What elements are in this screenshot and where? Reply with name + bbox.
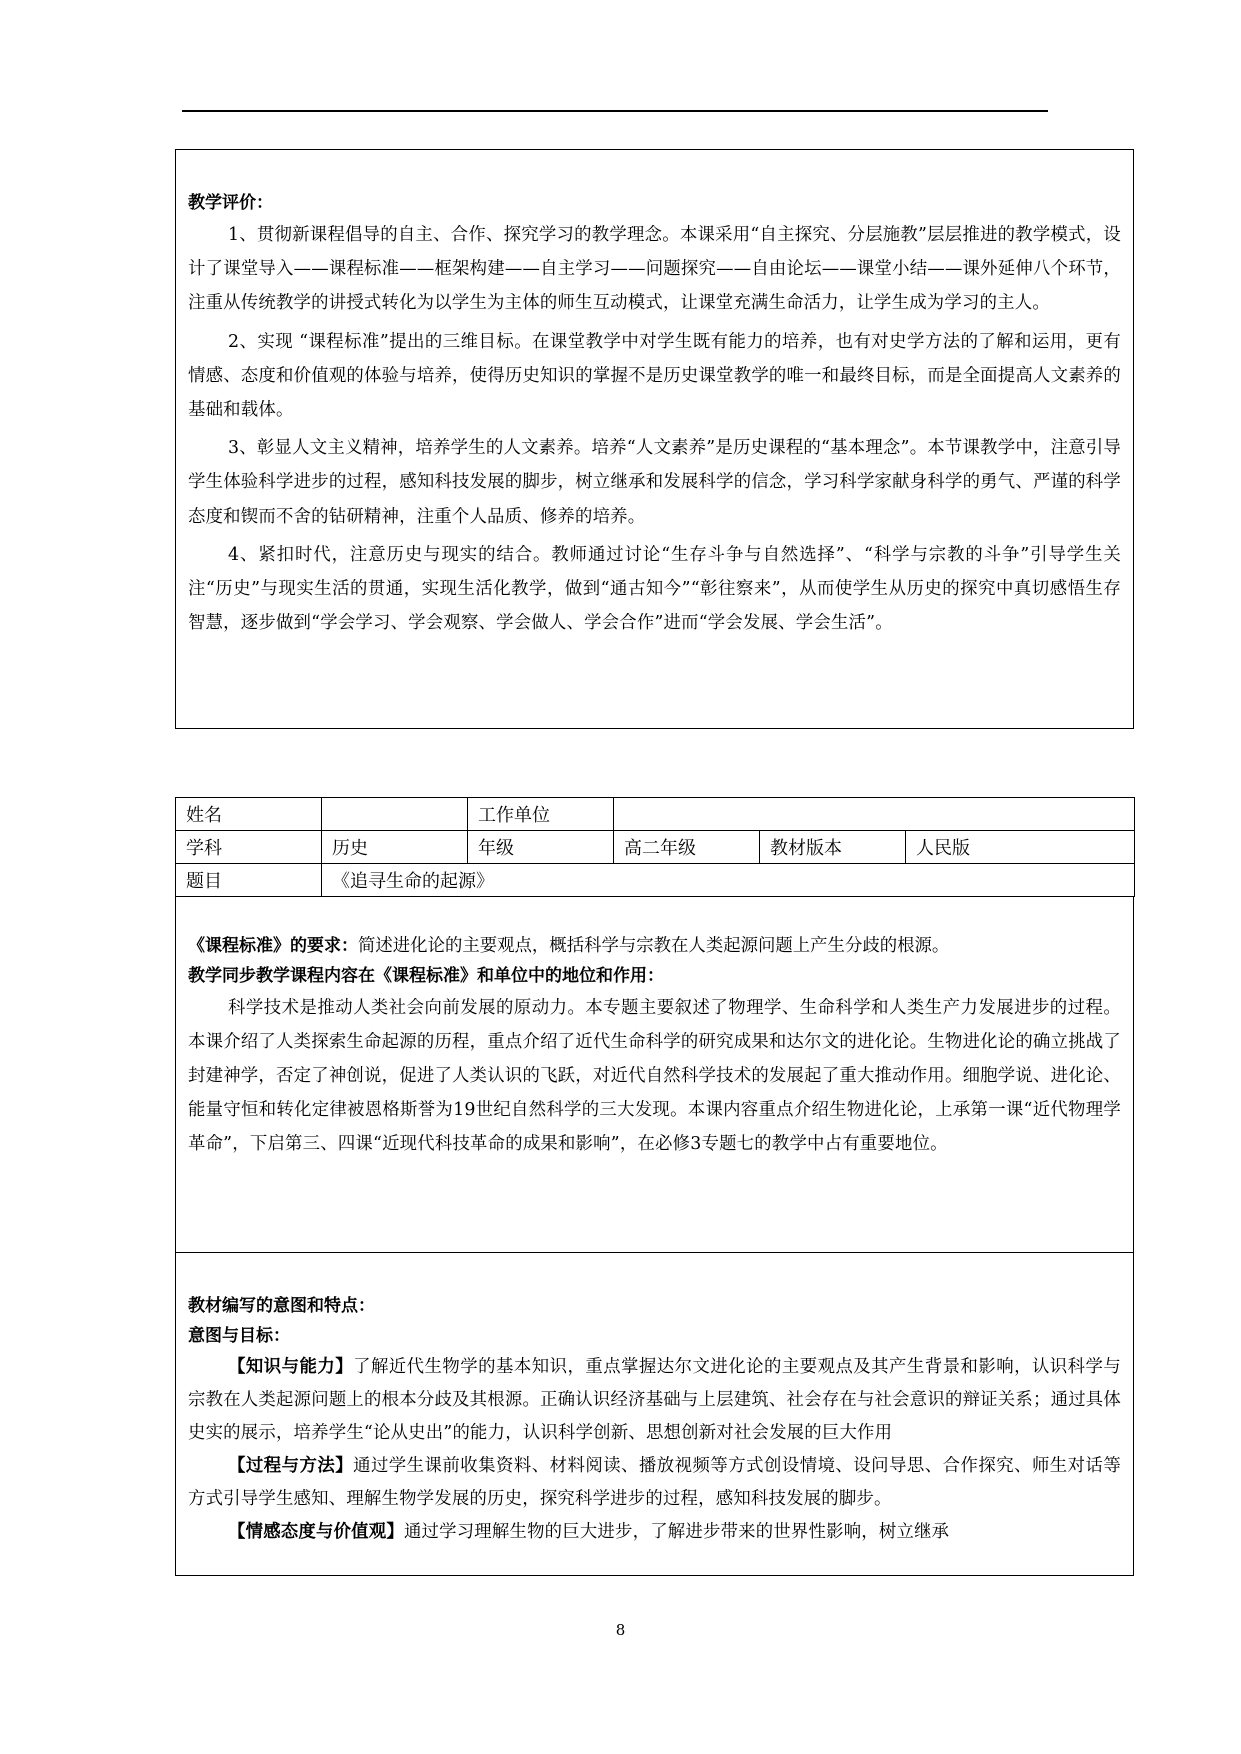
table-row — [176, 798, 1135, 831]
evaluation-paragraph-3: 3、彰显人文主义精神，培养学生的人文素养。培养“人文素养”是历史课程的“基本理念”。本节课教学中，注意引导学生体验科学进步的过程，感知科技发展的脚步，树立继承和发展科学的信念，学习科学家献身科学的勇气、严谨的科学态度和锲而不舍的钻研精神，注重个人品质、修养的培养。 — [188, 438, 1121, 527]
requirement-label: 《课程标准》的要求： — [188, 936, 358, 956]
standards-requirement — [188, 931, 1121, 961]
evaluation-section — [175, 149, 1134, 729]
subject-label: 学科 — [176, 831, 322, 864]
edition-value: 人民版 — [906, 831, 1135, 864]
knowledge-text: 了解近代生物学的基本知识，重点掌握达尔文进化论的主要观点及其产生背景和影响，认识科学与宗教在人类起源问题上的根本分歧及其根源。正确认识经济基础与上层建筑、社会存在与社会意识的辩证关系；通过具体史实的展示，培养学生“论从史出”的能力，认识科学创新、思想创新对社会发展的巨大作用 — [188, 1357, 1121, 1443]
table-row — [176, 864, 1135, 897]
emotion-goal — [188, 1516, 1121, 1549]
emotion-text: 通过学习理解生物的巨大进步，了解进步带来的世界性影响，树立继承 — [403, 1522, 950, 1542]
evaluation-paragraph-4: 4、紧扣时代，注意历史与现实的结合。教师通过讨论“生存斗争与自然选择”、“科学与宗教的斗争”引导学生关注“历史”与现实生活的贯通，实现生活化教学，做到“通古知今”“彰往察来”，从而使学生从历史的探究中真切感悟生存智慧，逐步做到“学会学习、学会观察、学会做人、学会合作”进而“学会发展、学会生活”。 — [188, 544, 1121, 634]
emotion-label: 【情感态度与价值观】 — [228, 1522, 404, 1542]
subject-value: 历史 — [322, 831, 468, 864]
position-heading: 教学同步教学课程内容在《课程标准》和单位中的地位和作用： — [188, 966, 664, 986]
process-text: 通过学生课前收集资料、材料阅读、播放视频等方式创设情境、设问导思、合作探究、师生对话等方式引导学生感知、理解生物学发展的历史，探究科学进步的过程，感知科技发展的脚步。 — [188, 1456, 1121, 1509]
goals-section — [175, 1252, 1134, 1576]
process-label: 【过程与方法】 — [228, 1456, 354, 1476]
requirement-text: 简述进化论的主要观点，概括科学与宗教在人类起源问题上产生分歧的根源。 — [358, 936, 950, 956]
edition-label: 教材版本 — [760, 831, 906, 864]
position-text: 科学技术是推动人类社会向前发展的原动力。本专题主要叙述了物理学、生命科学和人类生产力发展进步的过程。本课介绍了人类探索生命起源的历程，重点介绍了近代生命科学的研究成果和达尔文的进化论。生物进化论的确立挑战了封建神学，否定了神创说，促进了人类认识的飞跃，对近代自然科学技术的发展起了重大推动作用。细胞学说、进化论、能量守恒和转化定律被恩格斯誉为19世纪自然科学的三大发现。本课内容重点介绍生物进化论，上承第一课“近代物理学革命”，下启第三、四课“近现代科技革命的成果和影响”，在必修3专题七的教学中占有重要地位。 — [188, 998, 1121, 1154]
grade-label: 年级 — [468, 831, 614, 864]
unit-value — [614, 798, 1135, 831]
header-rule — [182, 110, 1048, 112]
table-row — [176, 831, 1135, 864]
name-label: 姓名 — [176, 798, 322, 831]
topic-label: 题目 — [176, 864, 322, 897]
goals-heading: 教材编写的意图和特点： — [188, 1296, 375, 1316]
lesson-info-table — [175, 797, 1135, 897]
page-number: 8 — [615, 1621, 626, 1639]
topic-value: 《追寻生命的起源》 — [322, 864, 1135, 897]
knowledge-label: 【知识与能力】 — [228, 1357, 354, 1377]
knowledge-goal — [188, 1351, 1121, 1450]
unit-label: 工作单位 — [468, 798, 614, 831]
position-heading-row — [188, 961, 1121, 991]
goals-subheading: 意图与目标： — [188, 1326, 290, 1346]
evaluation-paragraph-1: 1、贯彻新课程倡导的自主、合作、探究学习的教学理念。本课采用“自主探究、分层施教”层层推进的教学模式，设计了课堂导入——课程标准——框架构建——自主学习——问题探究——自由论坛——课堂小结——课外延伸八个环节，注重从传统教学的讲授式转化为以学生为主体的师生互动模式，让课堂充满生命活力，让学生成为学习的主人。 — [188, 225, 1121, 314]
process-goal — [188, 1450, 1121, 1516]
name-value — [322, 798, 468, 831]
evaluation-heading: 教学评价： — [188, 193, 273, 213]
standards-section — [175, 897, 1134, 1253]
evaluation-paragraph-2: 2、实现 “课程标准”提出的三维目标。在课堂教学中对学生既有能力的培养，也有对史学方法的了解和运用，更有情感、态度和价值观的体验与培养，使得历史知识的掌握不是历史课堂教学的唯一和最终目标，而是全面提高人文素养的基础和载体。 — [188, 331, 1121, 421]
grade-value: 高二年级 — [614, 831, 760, 864]
